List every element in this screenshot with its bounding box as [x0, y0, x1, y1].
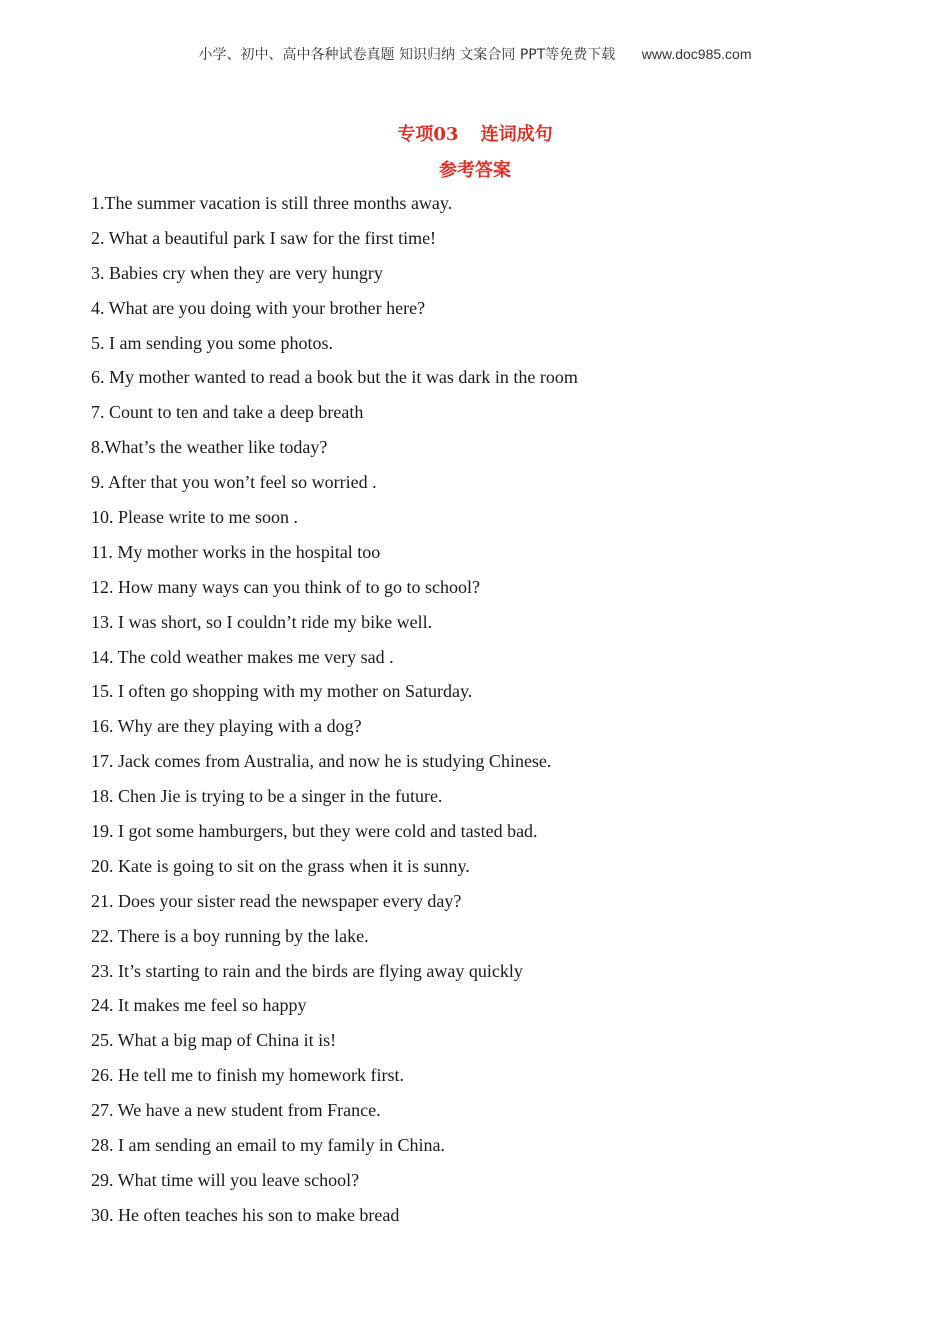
answer-item: 14. The cold weather makes me very sad . — [91, 646, 394, 667]
answer-item: 16. Why are they playing with a dog? — [91, 716, 362, 737]
page-subtitle: 参考答案 — [439, 160, 511, 181]
answer-item: 4. What are you doing with your brother here? — [91, 297, 426, 318]
answer-item: 15. I often go shopping with my mother on Saturday. — [91, 681, 473, 702]
answer-item: 5. I am sending you some photos. — [91, 332, 333, 353]
answer-item: 3. Babies cry when they are very hungry — [91, 262, 383, 283]
answer-item: 25. What a big map of China it is! — [91, 1030, 337, 1051]
header-site: www.doc985.com — [641, 46, 752, 62]
answer-list — [91, 186, 578, 1233]
answer-item: 20. Kate is going to sit on the grass when it is sunny. — [91, 855, 470, 876]
answer-item: 18. Chen Jie is trying to be a singer in the future. — [91, 786, 443, 807]
answer-item: 29. What time will you leave school? — [91, 1169, 360, 1190]
answer-item: 9. After that you won’t feel so worried . — [91, 472, 377, 493]
page-header — [0, 44, 950, 64]
title-name: 连词成句 — [480, 124, 553, 145]
answer-item: 2. What a beautiful park I saw for the first time! — [91, 227, 437, 248]
answer-item: 23. It’s starting to rain and the birds are flying away quickly — [91, 960, 523, 981]
answer-item: 8.What’s the weather like today? — [91, 437, 328, 458]
answer-item: 12. How many ways can you think of to go to school? — [91, 576, 480, 597]
header-text: 小学、初中、高中各种试卷真题 知识归纳 文案合同 PPT等免费下载 — [198, 47, 616, 63]
answer-item: 13. I was short, so I couldn’t ride my bike well. — [91, 611, 433, 632]
answer-item: 28. I am sending an email to my family in China. — [91, 1135, 445, 1156]
answer-item: 21. Does your sister read the newspaper every day? — [91, 890, 462, 911]
answer-item: 30. He often teaches his son to make bread — [91, 1204, 400, 1225]
answer-item: 22. There is a boy running by the lake. — [91, 925, 369, 946]
answer-item: 27. We have a new student from France. — [91, 1100, 381, 1121]
page-title — [0, 120, 950, 146]
answer-item: 6. My mother wanted to read a book but the it was dark in the room — [91, 367, 578, 388]
answer-item: 1.The summer vacation is still three months away. — [91, 193, 453, 213]
title-number: 专项03 — [397, 124, 459, 145]
answer-item: 24. It makes me feel so happy — [91, 995, 307, 1016]
answer-item: 19. I got some hamburgers, but they were cold and tasted bad. — [91, 821, 538, 842]
answer-item: 11. My mother works in the hospital too — [91, 541, 381, 562]
answer-item: 26. He tell me to finish my homework first. — [91, 1065, 404, 1086]
answer-item: 17. Jack comes from Australia, and now he is studying Chinese. — [91, 751, 552, 772]
answer-item: 10. Please write to me soon . — [91, 507, 298, 528]
answer-item: 7. Count to ten and take a deep breath — [91, 402, 364, 423]
